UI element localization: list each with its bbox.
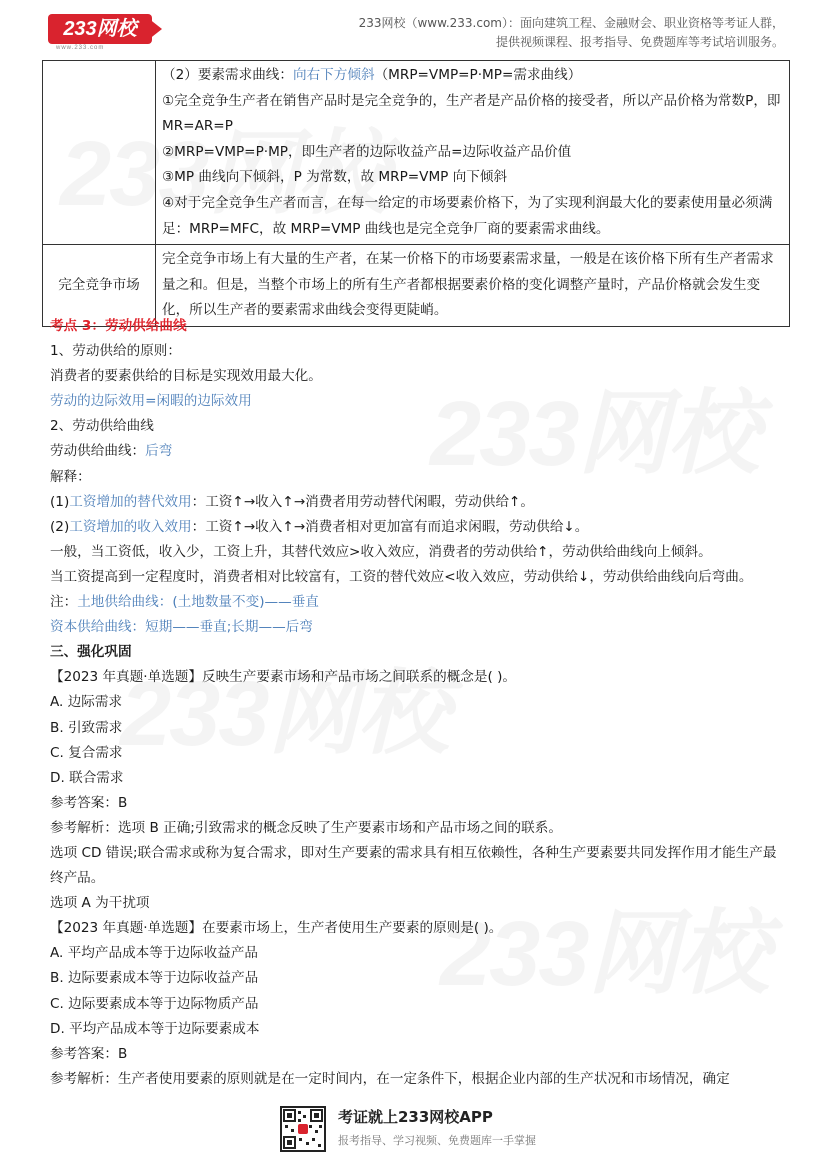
- text-line: 解释：: [50, 468, 91, 485]
- option-c: C. 边际要素成本等于边际物质产品: [50, 995, 259, 1012]
- answer: 参考答案：B: [50, 794, 128, 811]
- footer-title: 考证就上233网校APP: [338, 1108, 493, 1126]
- option-a: A. 边际需求: [50, 694, 123, 711]
- option-a: A. 平均产品成本等于边际收益产品: [50, 945, 259, 962]
- text-line: 当工资提高到一定程度时，消费者相对比较富有，工资的替代效应<收入效应，劳动供给↓，劳动供给曲线向后弯曲。: [50, 568, 753, 585]
- page-footer: [0, 1100, 830, 1160]
- text-prefix: 注：: [50, 594, 78, 611]
- demand-curve-suffix: （MRP=VMP=P·MP=需求曲线）: [374, 67, 582, 83]
- highlight-phrase: 工资增加的收入效用: [69, 518, 192, 535]
- logo-text: 233网校: [48, 14, 152, 44]
- explanation: 参考解析：选项 B 正确;引致需求的概念反映了生产要素市场和产品市场之间的联系。: [50, 819, 562, 836]
- text-line: 2、劳动供给曲线: [50, 418, 154, 435]
- text-prefix: (1): [50, 493, 70, 510]
- option-c: C. 复合需求: [50, 744, 123, 761]
- highlight-word: 后弯: [145, 443, 173, 460]
- text-line: [50, 490, 790, 515]
- practice-heading: 三、强化巩固: [50, 644, 132, 661]
- table-cell-demand-curve: [156, 61, 790, 245]
- page-header: [0, 0, 830, 56]
- footer-subtitle: 报考指导、学习视频、免费题库一手掌握: [338, 1134, 536, 1147]
- table-cell-label: 完全竞争市场: [43, 245, 156, 327]
- table-text-line: ②MRP=VMP=P·MP，即生产者的边际收益产品=边际收益产品价值: [162, 143, 572, 160]
- table-text-line: ③MP 曲线向下倾斜，P 为常数，故 MRP=VMP 向下倾斜: [162, 169, 508, 186]
- question-stem: 【2023 年真题·单选题】在要素市场上，生产者使用生产要素的原则是( )。: [50, 920, 503, 937]
- highlight-line: 劳动的边际效用=闲暇的边际效用: [50, 393, 252, 410]
- text-prefix: 劳动供给曲线：: [50, 443, 146, 460]
- option-b: B. 引致需求: [50, 719, 123, 736]
- brand-logo[interactable]: [48, 14, 180, 50]
- qr-code-icon: [282, 1108, 324, 1150]
- table-row: [43, 61, 790, 245]
- text-line: [50, 439, 790, 464]
- text-line: 1、劳动供给的原则：: [50, 343, 181, 360]
- table-text-line: ④对于完全竞争生产者而言，在每一给定的市场要素价格下，为了实现利润最大化的要素使用量必须满足：MRP=MFC，故 MRP=VMP 曲线也是完全竞争厂商的要素需求曲线。: [162, 194, 773, 237]
- option-b: B. 边际要素成本等于边际收益产品: [50, 970, 259, 987]
- demand-curve-highlight: 向右下方倾斜: [293, 67, 375, 83]
- text-suffix: ：工资↑→收入↑→消费者用劳动替代闲暇，劳动供给↑。: [191, 493, 535, 510]
- text-suffix: ：工资↑→收入↑→消费者相对更加富有而追求闲暇，劳动供给↓。: [191, 518, 589, 535]
- table-cell-market-text: 完全竞争市场上有大量的生产者，在某一价格下的市场要素需求量，一般是在该价格下所有生产者需求量之和。但是，当整个市场上的所有生产者都根据要素价格的变化调整产量时，产品价格就会发生变化，所以生产者的要素需求曲线会变得更陡峭。: [156, 245, 790, 327]
- text-line: [50, 515, 790, 540]
- text-prefix: (2): [50, 518, 70, 535]
- logo-url: www.233.com: [56, 45, 105, 51]
- text-line: [50, 590, 790, 615]
- header-description: [314, 14, 784, 52]
- main-content: [50, 314, 790, 1092]
- option-d: D. 平均产品成本等于边际要素成本: [50, 1020, 260, 1037]
- text-line: 消费者的要素供给的目标是实现效用最大化。: [50, 368, 322, 385]
- demand-curve-prefix: （2）要素需求曲线：: [162, 67, 293, 83]
- logo-tail-shape: [148, 18, 162, 40]
- table-cell-empty: [43, 61, 156, 245]
- answer: 参考答案：B: [50, 1045, 128, 1062]
- question-stem: 【2023 年真题·单选题】反映生产要素市场和产品市场之间联系的概念是( )。: [50, 669, 516, 686]
- section-heading: 考点 3：劳动供给曲线: [50, 318, 187, 334]
- header-line-1: 233网校（www.233.com）：面向建筑工程、金融财会、职业资格等考证人群，: [358, 16, 784, 30]
- highlight-phrase: 工资增加的替代效用: [69, 493, 192, 510]
- concept-table: [42, 60, 790, 327]
- highlight-line: 资本供给曲线：短期——垂直;长期——后弯: [50, 619, 313, 636]
- explanation: 选项 A 为干扰项: [50, 895, 150, 912]
- option-d: D. 联合需求: [50, 769, 124, 786]
- table-text-line: ①完全竞争生产者在销售产品时是完全竞争的，生产者是产品价格的接受者，所以产品价格为常数P，即 MR=AR=P: [162, 92, 781, 135]
- highlight-phrase: 土地供给曲线：(土地数量不变)——垂直: [77, 594, 319, 611]
- explanation: 参考解析：生产者使用要素的原则就是在一定时间内，在一定条件下，根据企业内部的生产状况和市场情况，确定: [50, 1070, 730, 1087]
- text-line: 一般，当工资低，收入少，工资上升，其替代效应>收入效应，消费者的劳动供给↑，劳动供给曲线向上倾斜。: [50, 543, 712, 560]
- header-line-2: 提供视频课程、报考指导、免费题库等考试培训服务。: [495, 35, 784, 49]
- qr-code-icon[interactable]: [280, 1106, 326, 1152]
- explanation: 选项 CD 错误;联合需求或称为复合需求，即对生产要素的需求具有相互依赖性，各种生产要素要共同发挥作用才能生产最终产品。: [50, 844, 777, 887]
